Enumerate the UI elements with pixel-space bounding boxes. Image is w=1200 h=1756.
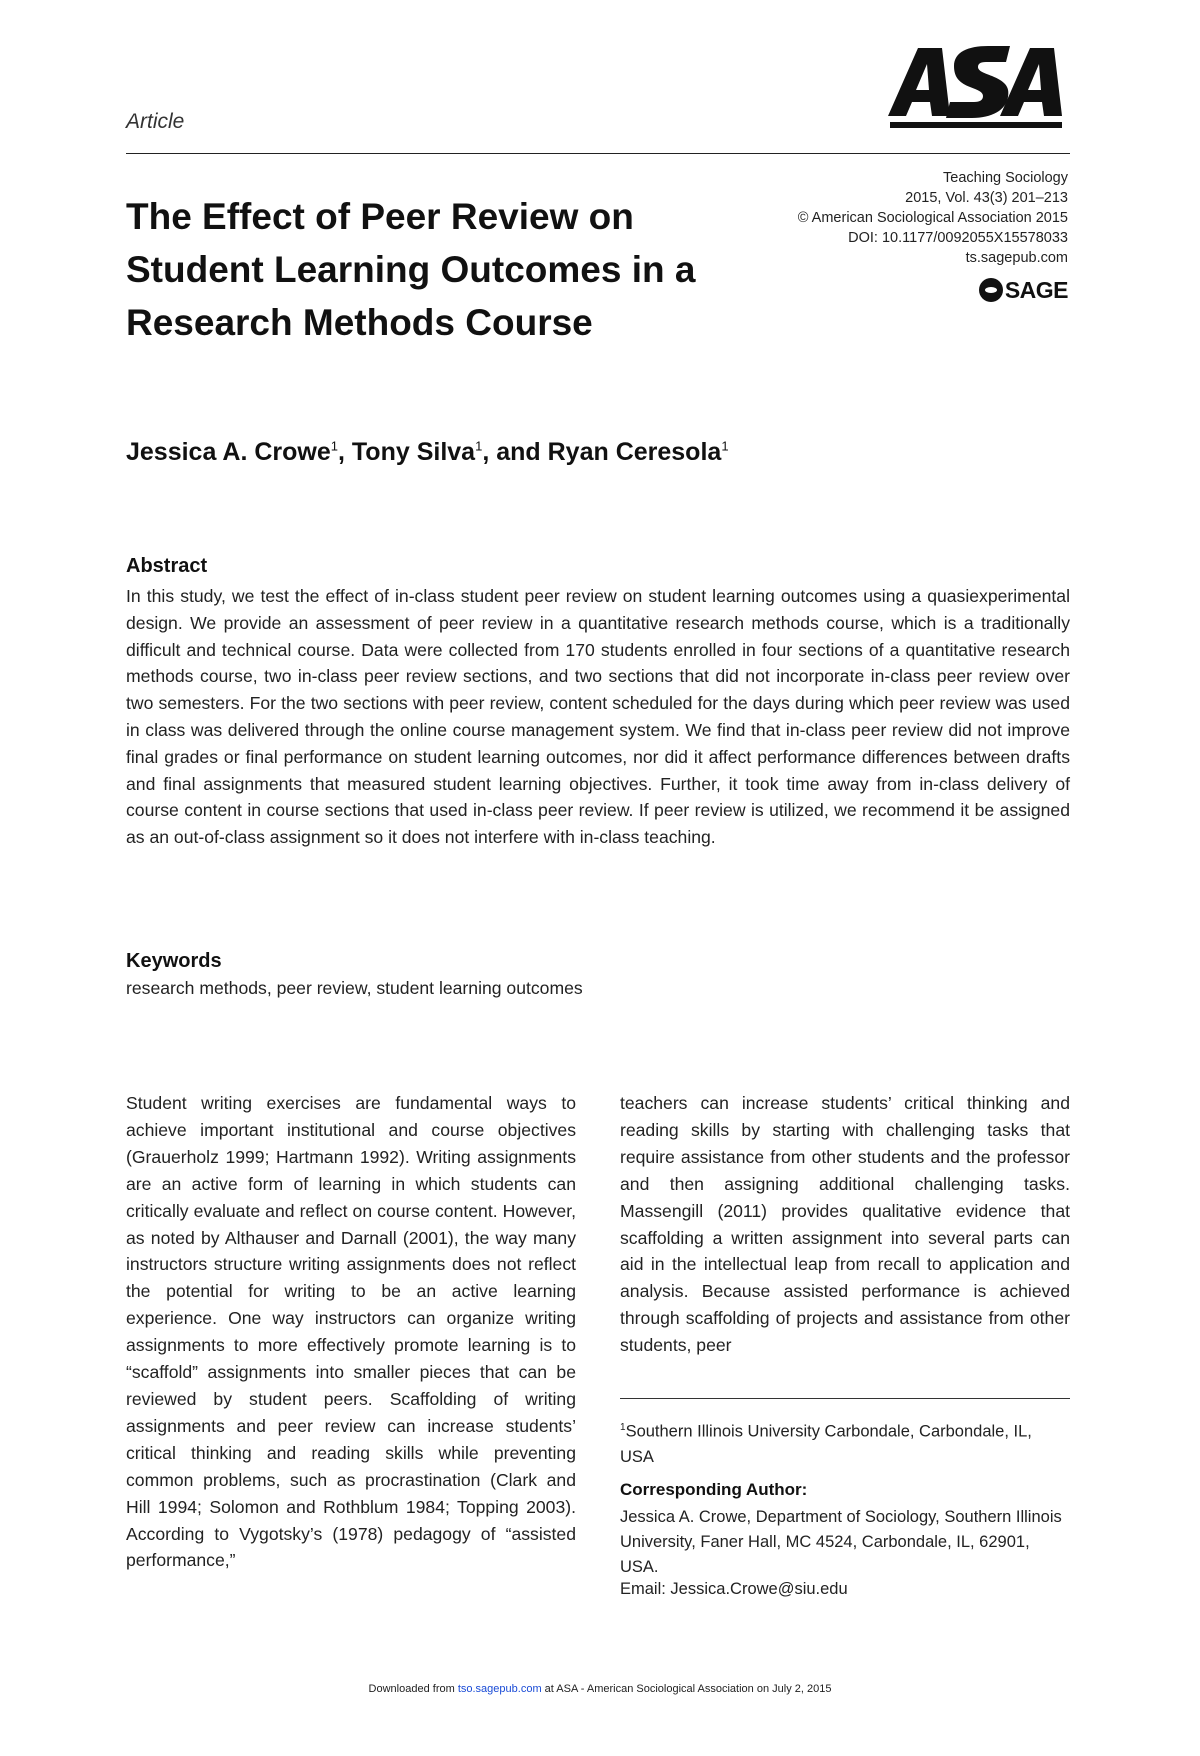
author-separator: , and (482, 438, 548, 466)
journal-copyright: © American Sociological Association 2015 (797, 210, 1068, 226)
sage-logo-text: SAGE (1004, 276, 1068, 303)
article-title: The Effect of Peer Review on Student Learning Outcomes in a Research Methods Course (126, 196, 696, 343)
corresponding-author-text: Jessica A. Crowe, Department of Sociology, Southern Illinois University, Faner Hall, MC 4524, Carbondale, IL, 62901, USA. (620, 1508, 1062, 1576)
journal-name: Teaching Sociology (943, 170, 1068, 186)
download-prefix: Downloaded from (368, 1683, 455, 1695)
author-name: Tony Silva (351, 438, 476, 466)
download-suffix: at ASA - American Sociological Association on July 2, 2015 (544, 1683, 832, 1695)
author-separator: , (337, 438, 352, 466)
footnote-affiliation (620, 1415, 1070, 1470)
affiliation-mark: 1 (475, 438, 483, 454)
journal-info (798, 168, 1068, 268)
download-link[interactable]: tso.sagepub.com (457, 1683, 542, 1695)
sage-mark-icon (979, 278, 1003, 302)
article-type-label: Article (126, 110, 185, 133)
asa-logo (888, 42, 1068, 134)
abstract-text: In this study, we test the effect of in-class student peer review on student learning outcomes using a quasiexperimental design. We provide an assessment of peer review in a quantitative research methods course, which is a traditionally difficult and technical course. Data were collected from 170 students enrolled in four sections of a quantitative research methods course, two in-class peer review sections, and two sections that did not incorporate in-class peer review over two semesters. For the two sections with peer review, content scheduled for the days during which peer review was used in class was delivered through the online course management system. We find that in-class peer review did not improve final grades or final performance on student learning outcomes, nor did it affect performance differences between drafts and final assignments that measured student learning objectives. Further, it took time away from in-class delivery of course content in course sections that used in-class peer review. If peer review is utilized, we recommend it be assigned as an out-of-class assignment so it does not interfere with in-class teaching. (126, 586, 1070, 848)
author-name: Ryan Ceresola (547, 438, 722, 466)
sage-logo (979, 275, 1068, 305)
affiliation-mark: 1 (330, 438, 338, 454)
author-list (126, 438, 729, 467)
affiliation-text: Southern Illinois University Carbondale, Carbondale, IL, USA (620, 1422, 1032, 1466)
journal-url[interactable]: ts.sagepub.com (965, 250, 1068, 266)
header-rule (126, 153, 1070, 154)
journal-doi[interactable]: DOI: 10.1177/0092055X15578033 (848, 230, 1068, 246)
keywords-heading: Keywords (126, 950, 222, 972)
asa-logo-graphic (888, 42, 1068, 134)
body-left-column: Student writing exercises are fundamental ways to achieve important institutional and course objectives (Grauerholz 1999; Hartmann 1992). Writing assignments are an active form of learning in which students can critically evaluate and reflect on course content. However, as noted by Althauser and Darnall (2001), the way many instructors structure writing assignments does not reflect the potential for writing to be an active learning experience. One way instructors can organize writing assignments to more effectively promote learning is to “scaffold” assignments into smaller pieces that can be reviewed by student peers. Scaffolding of writing assignments and peer review can increase students’ critical thinking and reading skills while preventing common problems, such as procrastination (Clark and Hill 1994; Solomon and Rothblum 1984; Topping 2003). According to Vygotsky’s (1978) pedagogy of “assisted performance,” (126, 1093, 576, 1571)
journal-volume: 2015, Vol. 43(3) 201–213 (905, 190, 1068, 206)
corresponding-author-heading: Corresponding Author: (620, 1480, 808, 1499)
affiliation-mark: 1 (620, 1422, 626, 1433)
affiliation-mark: 1 (721, 438, 729, 454)
body-right-column: teachers can increase students’ critical thinking and reading skills by starting with challenging tasks that require assistance from other students and the professor and then assigning additional challenging tasks. Massengill (2011) provides qualitative evidence that scaffolding a written assignment into several parts can aid in the intellectual leap from recall to application and analysis. Because assisted performance is achieved through scaffolding of projects and assistance from other students, peer (620, 1093, 1070, 1356)
author-name: Jessica A. Crowe (126, 438, 331, 466)
abstract-heading: Abstract (126, 555, 208, 577)
download-notice (0, 1683, 1200, 1695)
corresponding-author-email[interactable]: Email: Jessica.Crowe@siu.edu (620, 1580, 848, 1598)
footnote-rule (620, 1398, 1070, 1399)
keywords-text: research methods, peer review, student learning outcomes (126, 978, 583, 998)
